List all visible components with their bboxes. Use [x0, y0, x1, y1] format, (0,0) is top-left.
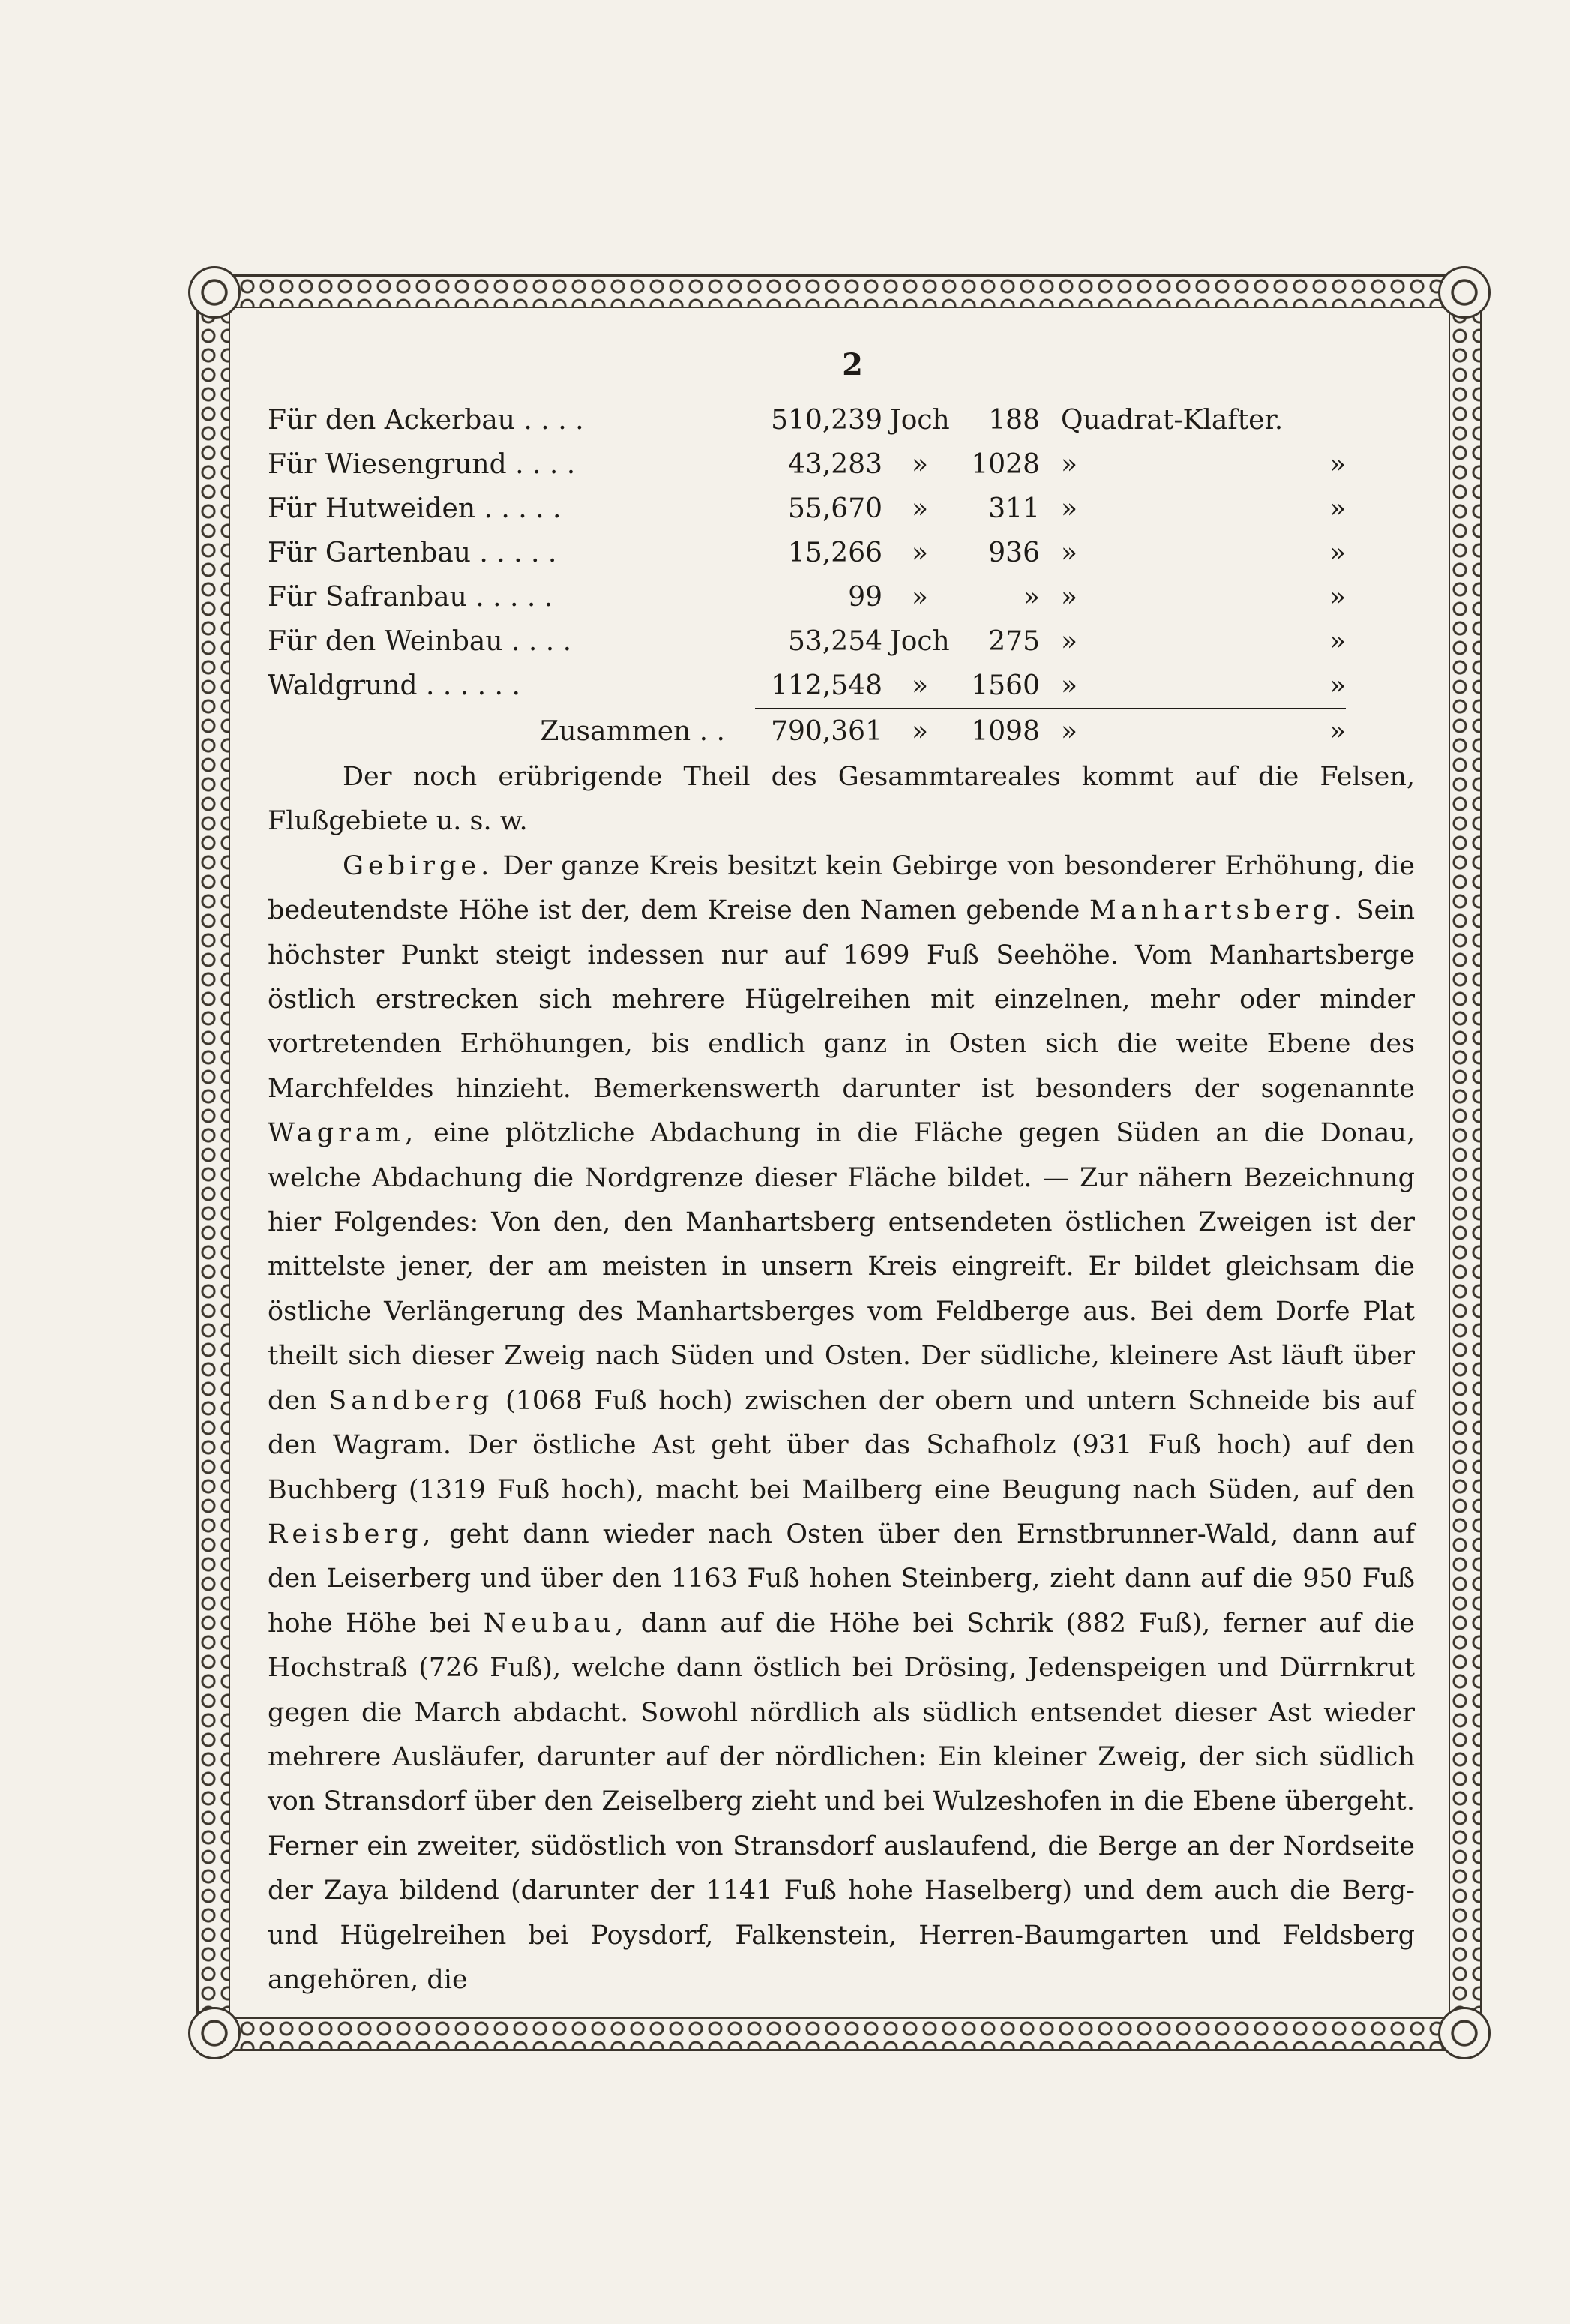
table-row [268, 398, 1346, 442]
row-value2: 936 [988, 538, 1040, 568]
total-unit3: » [1329, 716, 1346, 747]
row-value: 112,548 [755, 664, 882, 709]
row-value: 99 [848, 582, 882, 613]
row-unit3: » [1329, 626, 1346, 657]
place-name: Reisberg, [268, 1519, 436, 1549]
row-label: Für Safranbau . . . . . [268, 582, 553, 613]
row-unit3: » [1301, 664, 1346, 709]
row-unit: » [911, 449, 929, 480]
row-unit: Joch [890, 405, 950, 436]
row-label: Für den Weinbau . . . . [268, 626, 572, 657]
table-row [268, 664, 1346, 709]
row-value2: » [1023, 582, 1040, 613]
total-value2: 1098 [971, 716, 1040, 747]
row-value: 15,266 [788, 538, 882, 568]
row-label: Für den Ackerbau . . . . [268, 405, 584, 436]
corner-ornament-icon [1438, 266, 1491, 319]
row-value2: 1560 [957, 664, 1040, 709]
table-row [268, 487, 1346, 531]
ornamental-page-frame [196, 274, 1482, 2051]
row-unit: » [911, 493, 929, 524]
row-unit: » [911, 582, 929, 613]
place-name: Manhartsberg. [1089, 895, 1347, 926]
place-name: Wagram, [268, 1118, 418, 1149]
paragraph-text: geht dann wieder nach Osten über den Ernstbrunner-Wald, dann auf den Leiserberg und über den 1163 Fuß hohen Steinberg, zieht dann auf die 950 Fuß hohe Höhe bei [268, 1519, 1415, 1639]
table-row [268, 575, 1346, 619]
row-value2: 311 [988, 493, 1040, 524]
paragraph-text: eine plötzliche Abdachung in die Fläche gegen Süden an die Donau, welche Abdachung die Nordgrenze dieser Fläche bildet. — Zur nähern Bezeichnung hier Folgendes: Von den, den Manhartsberg entsendeten östlichen Zweigen ist der mittelste jener, der am meisten in unsern Kreis eingreift. Er bildet gleichsam die östliche Verlängerung des Manhartsberges vom Feldberge aus. Bei dem Dorfe Plat theilt sich dieser Zweig nach Süden und Osten. Der südliche, kleinere Ast läuft über den [268, 1118, 1415, 1416]
corner-ornament-icon [188, 266, 241, 319]
row-unit: » [911, 538, 929, 568]
row-unit3: » [1329, 493, 1346, 524]
row-unit2: » [1061, 582, 1078, 613]
row-unit2: » [1040, 664, 1301, 709]
frame-border-right [1449, 307, 1480, 2019]
row-unit: Joch [890, 626, 950, 657]
row-value: 510,239 [771, 405, 882, 436]
row-value: 55,670 [788, 493, 882, 524]
page-content [268, 346, 1415, 2002]
row-label: Waldgrund . . . . . . [268, 670, 520, 701]
row-unit3: » [1329, 582, 1346, 613]
place-name: Sandberg [328, 1385, 494, 1416]
section-heading: Gebirge. [343, 850, 494, 881]
table-row [268, 442, 1346, 487]
row-unit2: » [1061, 493, 1078, 524]
row-label: Für Wiesengrund . . . . [268, 449, 576, 480]
row-unit2: » [1061, 449, 1078, 480]
row-value: 53,254 [788, 626, 882, 657]
row-label: Für Hutweiden . . . . . [268, 493, 562, 524]
body-text [268, 755, 1415, 2002]
paragraph-mountains [268, 844, 1415, 2003]
total-unit: » [911, 716, 929, 747]
paragraph-text: dann auf die Höhe bei Schrik (882 Fuß), ferner auf die Hochstraß (726 Fuß), welche dann östlich bei Drösing, Jedenspeigen und Dürrnkrut gegen die March abdacht. Sowohl nördlich als südlich entsendet dieser Ast wieder mehrere Ausläufer, darunter auf der nördlichen: Ein kleiner Zweig, der sich südlich von Stransdorf über den Zeiselberg zieht und bei Wulzeshofen in die Ebene übergeht. Ferner ein zweiter, südöstlich von Stransdorf auslaufend, die Berge an der Nordseite der Zaya bildend (darunter der 1141 Fuß hohe Haselberg) und dem auch die Berg- und Hügelreihen bei Poysdorf, Falkenstein, Herren-Baumgarten und Feldsberg angehören, die [268, 1608, 1415, 1995]
frame-border-left [199, 307, 230, 2019]
row-unit2: » [1061, 626, 1078, 657]
row-unit: » [882, 664, 957, 709]
row-unit2: » [1061, 538, 1078, 568]
total-unit2: » [1061, 716, 1078, 747]
row-value: 43,283 [788, 449, 882, 480]
row-label: Für Gartenbau . . . . . [268, 538, 557, 568]
table-row [268, 531, 1346, 575]
place-name: Neubau, [483, 1608, 628, 1639]
row-value2: 275 [988, 626, 1040, 657]
paragraph-text: Sein höchster Punkt steigt indessen nur auf 1699 Fuß Seehöhe. Vom Manhartsberge östlich erstrecken sich mehrere Hügelreihen mit einzelnen, mehr oder minder vortretenden Erhöhungen, bis endlich ganz in Osten sich die weite Ebene des Marchfeldes hinzieht. Bemerkenswerth darunter ist besonders der sogenannte [268, 895, 1415, 1104]
row-unit2: Quadrat-Klafter. [1061, 405, 1284, 436]
land-use-table [268, 398, 1346, 754]
paragraph-text: (1068 Fuß hoch) zwischen der obern und untern Schneide bis auf den Wagram. Der östliche Ast geht über das Schafholz (931 Fuß hoch) auf den Buchberg (1319 Fuß hoch), macht bei Mailberg eine Beugung nach Süden, auf den [268, 1385, 1415, 1505]
row-unit3: » [1329, 538, 1346, 568]
paragraph-remaining-area: Der noch erübrigende Theil des Gesammtareales kommt auf die Felsen, Flußgebiete u. s. w. [268, 762, 1415, 837]
table-total-row [268, 709, 1346, 754]
total-value: 790,361 [771, 716, 882, 747]
page-number: 2 [842, 347, 863, 382]
row-unit3: » [1329, 449, 1346, 480]
total-label: Zusammen . . [540, 716, 725, 747]
frame-border-top [199, 277, 1480, 308]
corner-ornament-icon [188, 2007, 241, 2059]
corner-ornament-icon [1438, 2007, 1491, 2059]
table-row [268, 619, 1346, 664]
row-value2: 1028 [971, 449, 1040, 480]
frame-border-bottom [199, 2017, 1480, 2049]
row-value2: 188 [988, 405, 1040, 436]
paragraph-text: Der ganze Kreis besitzt kein Gebirge von besonderer Erhöhung, die bedeutendste Höhe ist der, dem Kreise den Namen gebende [268, 850, 1415, 926]
